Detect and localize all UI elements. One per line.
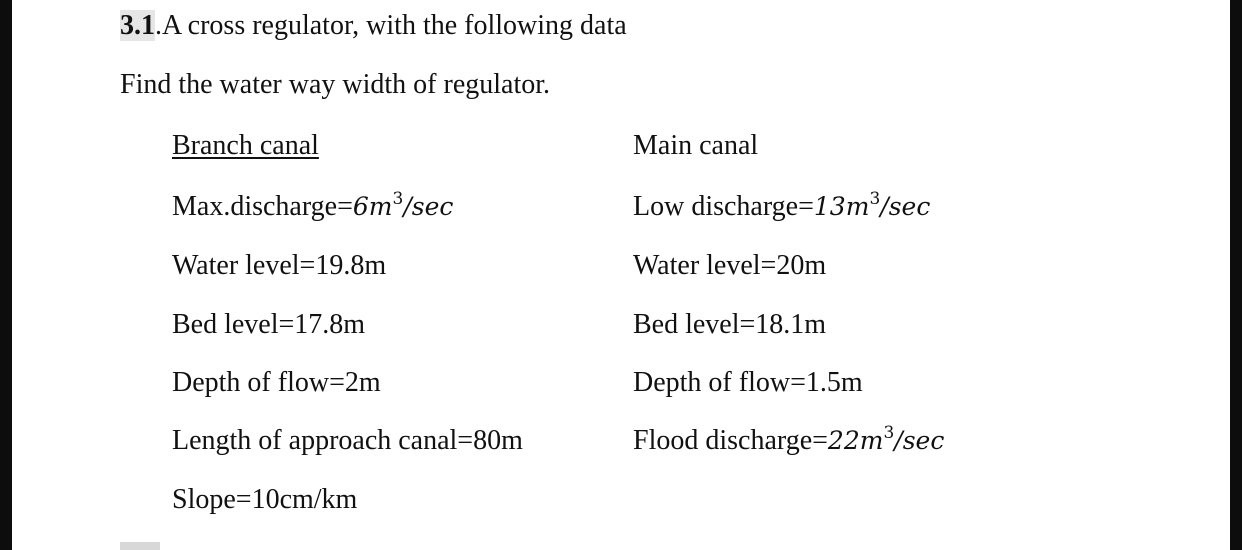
main-canal-header: Main canal (633, 130, 759, 161)
main-flood-discharge (633, 425, 944, 457)
main-low-discharge-number: 13m (813, 192, 870, 221)
main-low-discharge-exponent: 3 (869, 189, 881, 209)
problem-title-text: .A cross regulator, with the following data (155, 10, 627, 41)
branch-max-discharge-unit: /sec (403, 192, 454, 221)
right-frame (1230, 0, 1242, 550)
main-bed-level: Bed level=18.1m (633, 309, 827, 340)
problem-question: Find the water way width of regulator. (120, 69, 551, 100)
branch-max-discharge (172, 191, 453, 223)
main-water-level: Water level=20m (633, 250, 827, 281)
branch-max-discharge-exponent: 3 (392, 189, 404, 209)
branch-max-discharge-value (352, 189, 454, 221)
main-low-discharge-label: Low discharge= (633, 191, 814, 222)
branch-bed-level: Bed level=17.8m (172, 309, 366, 340)
branch-max-discharge-label: Max.discharge= (172, 191, 353, 222)
main-flood-discharge-unit: /sec (894, 426, 945, 455)
branch-canal-header: Branch canal (172, 130, 319, 161)
main-low-discharge (633, 191, 930, 223)
next-line-fragment (120, 542, 160, 550)
problem-title (120, 10, 627, 42)
left-frame (0, 0, 12, 550)
branch-length-of-approach: Length of approach canal=80m (172, 425, 523, 456)
main-flood-discharge-label: Flood discharge= (633, 425, 828, 456)
main-depth-of-flow: Depth of flow=1.5m (633, 367, 863, 398)
problem-number: 3.1 (120, 10, 155, 41)
main-flood-discharge-exponent: 3 (883, 423, 895, 443)
main-flood-discharge-number: 22m (827, 426, 884, 455)
main-low-discharge-value (813, 189, 931, 221)
main-low-discharge-unit: /sec (880, 192, 931, 221)
branch-max-discharge-number: 6m (352, 192, 393, 221)
branch-water-level: Water level=19.8m (172, 250, 387, 281)
branch-slope: Slope=10cm/km (172, 484, 358, 515)
document-page (12, 0, 1230, 550)
main-flood-discharge-value (827, 423, 945, 455)
branch-depth-of-flow: Depth of flow=2m (172, 367, 381, 398)
